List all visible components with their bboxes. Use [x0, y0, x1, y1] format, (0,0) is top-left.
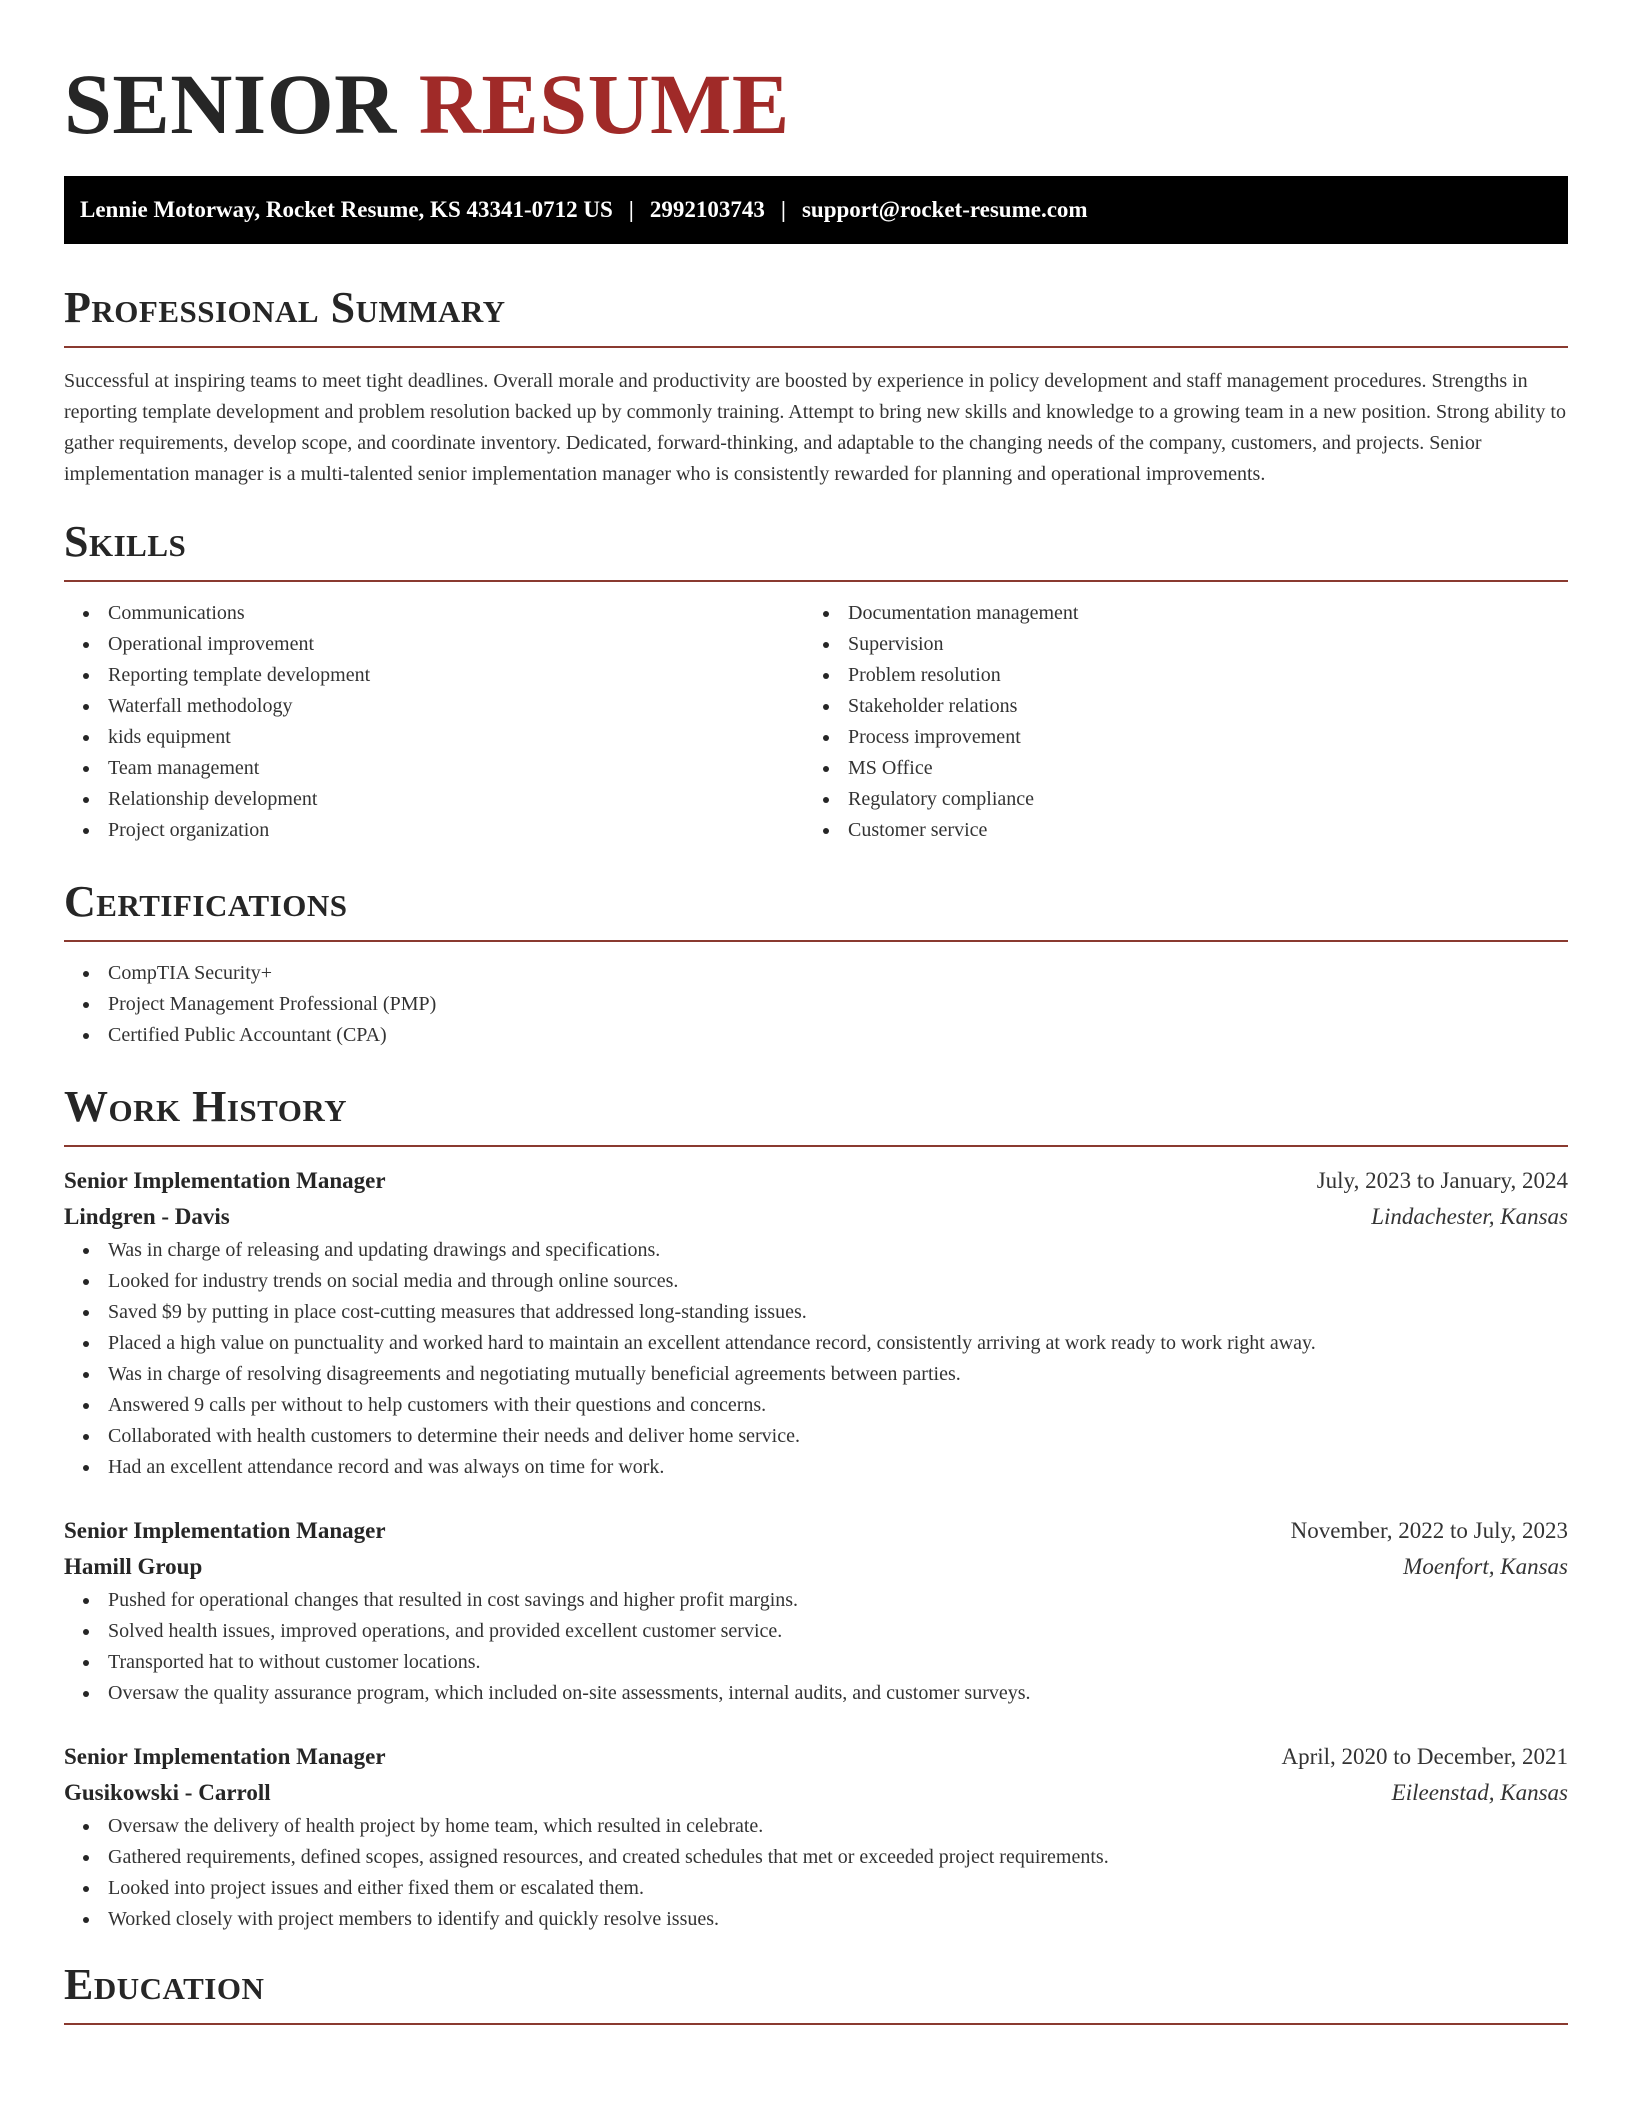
certification-item: CompTIA Security+: [64, 958, 1568, 989]
job-dates: April, 2020 to December, 2021: [1281, 1744, 1568, 1769]
job-bullet: Collaborated with health customers to determine their needs and deliver home service.: [64, 1421, 1568, 1452]
skill-item: Project organization: [64, 815, 804, 846]
job-location: Moenfort, Kansas: [1403, 1554, 1568, 1579]
skill-item: Regulatory compliance: [804, 784, 1544, 815]
job-bullet: Solved health issues, improved operations, and provided excellent customer service.: [64, 1616, 1568, 1647]
job-header-row: [64, 1513, 1568, 1549]
title-part-2: RESUME: [418, 56, 790, 152]
section-divider: [64, 940, 1568, 942]
contact-phone: 2992103743: [649, 197, 765, 222]
job-bullet: Answered 9 calls per without to help customers with their questions and concerns.: [64, 1390, 1568, 1421]
section-divider: [64, 580, 1568, 582]
skill-item: Customer service: [804, 815, 1544, 846]
skill-item: kids equipment: [64, 722, 804, 753]
work-history-heading: Work History: [64, 1082, 348, 1131]
job-location: Lindachester, Kansas: [1371, 1204, 1568, 1229]
job-header-row: [64, 1739, 1568, 1775]
job-bullet: Worked closely with project members to identify and quickly resolve issues.: [64, 1904, 1568, 1935]
job-bullet: Looked into project issues and either fixed them or escalated them.: [64, 1873, 1568, 1904]
certifications-section: [64, 876, 1568, 1051]
skill-item: Waterfall methodology: [64, 691, 804, 722]
job-entry: [64, 1739, 1568, 1935]
skill-item: Relationship development: [64, 784, 804, 815]
job-bullet: Was in charge of resolving disagreements and negotiating mutually beneficial agreements between parties.: [64, 1359, 1568, 1390]
job-bullets: [64, 1811, 1568, 1935]
title-part-1: SENIOR: [64, 56, 397, 152]
job-company: Lindgren - Davis: [64, 1204, 230, 1229]
job-bullet: Oversaw the delivery of health project by home team, which resulted in celebrate.: [64, 1811, 1568, 1842]
resume-title: [64, 54, 1568, 154]
skill-item: Process improvement: [804, 722, 1544, 753]
job-company: Gusikowski - Carroll: [64, 1780, 271, 1805]
job-dates: November, 2022 to July, 2023: [1290, 1518, 1568, 1543]
resume-page: [64, 0, 1568, 2025]
job-title: Senior Implementation Manager: [64, 1518, 386, 1543]
contact-email: support@rocket-resume.com: [801, 197, 1088, 222]
job-bullet: Had an excellent attendance record and was always on time for work.: [64, 1452, 1568, 1483]
certification-item: Certified Public Accountant (CPA): [64, 1020, 1568, 1051]
job-bullet: Transported hat to without customer locations.: [64, 1647, 1568, 1678]
job-title: Senior Implementation Manager: [64, 1168, 386, 1193]
certifications-heading: Certifications: [64, 877, 348, 926]
skills-right-list: [804, 598, 1544, 846]
skill-item: Stakeholder relations: [804, 691, 1544, 722]
section-divider: [64, 1145, 1568, 1147]
job-location: Eileenstad, Kansas: [1391, 1780, 1568, 1805]
education-heading: Education: [64, 1960, 265, 2009]
job-bullet: Pushed for operational changes that resulted in cost savings and higher profit margins.: [64, 1585, 1568, 1616]
contact-bar: [64, 176, 1568, 244]
job-header-row: [64, 1163, 1568, 1199]
skill-item: Communications: [64, 598, 804, 629]
skills-grid: [64, 598, 1568, 846]
job-bullet: Placed a high value on punctuality and worked hard to maintain an excellent attendance record, consistently arriving at work ready to work right away.: [64, 1328, 1568, 1359]
skills-left-list: [64, 598, 804, 846]
contact-separator: |: [628, 197, 634, 222]
skill-item: Team management: [64, 753, 804, 784]
job-bullets: [64, 1235, 1568, 1483]
work-history-section: [64, 1081, 1568, 1935]
job-title: Senior Implementation Manager: [64, 1744, 386, 1769]
skill-item: Supervision: [804, 629, 1544, 660]
job-entry: [64, 1163, 1568, 1483]
summary-heading: Professional Summary: [64, 283, 506, 332]
job-company-row: [64, 1199, 1568, 1235]
skill-item: Operational improvement: [64, 629, 804, 660]
job-bullet: Was in charge of releasing and updating drawings and specifications.: [64, 1235, 1568, 1266]
job-bullet: Oversaw the quality assurance program, which included on-site assessments, internal audits, and customer surveys.: [64, 1678, 1568, 1709]
skills-heading: Skills: [64, 517, 187, 566]
job-dates: July, 2023 to January, 2024: [1316, 1168, 1568, 1193]
certification-item: Project Management Professional (PMP): [64, 989, 1568, 1020]
job-company-row: [64, 1549, 1568, 1585]
skill-item: MS Office: [804, 753, 1544, 784]
certifications-list: [64, 958, 1568, 1051]
education-section: [64, 1959, 1568, 2025]
summary-text: Successful at inspiring teams to meet tight deadlines. Overall morale and productivity are boosted by experience in policy development and staff management procedures. Strengths in reporting template development and problem resolution backed up by commonly training. Attempt to bring new skills and knowledge to a growing team in a new position. Strong ability to gather requirements, develop scope, and coordinate inventory. Dedicated, forward-thinking, and adaptable to the changing needs of the company, customers, and projects. Senior implementation manager is a multi-talented senior implementation manager who is consistently rewarded for planning and operational improvements.: [64, 370, 1566, 485]
section-divider: [64, 2023, 1568, 2025]
contact-address: Lennie Motorway, Rocket Resume, KS 43341-0712 US: [80, 197, 613, 222]
job-bullet: Saved $9 by putting in place cost-cutting measures that addressed long-standing issues.: [64, 1297, 1568, 1328]
contact-separator: |: [780, 197, 786, 222]
skill-item: Problem resolution: [804, 660, 1544, 691]
job-company-row: [64, 1775, 1568, 1811]
skill-item: Reporting template development: [64, 660, 804, 691]
jobs-list: [64, 1163, 1568, 1935]
section-divider: [64, 346, 1568, 348]
skill-item: Documentation management: [804, 598, 1544, 629]
job-bullet: Looked for industry trends on social media and through online sources.: [64, 1266, 1568, 1297]
job-company: Hamill Group: [64, 1554, 203, 1579]
job-bullet: Gathered requirements, defined scopes, assigned resources, and created schedules that met or exceeded project requirements.: [64, 1842, 1568, 1873]
skills-section: [64, 516, 1568, 846]
job-entry: [64, 1513, 1568, 1709]
summary-section: [64, 282, 1568, 490]
job-bullets: [64, 1585, 1568, 1709]
